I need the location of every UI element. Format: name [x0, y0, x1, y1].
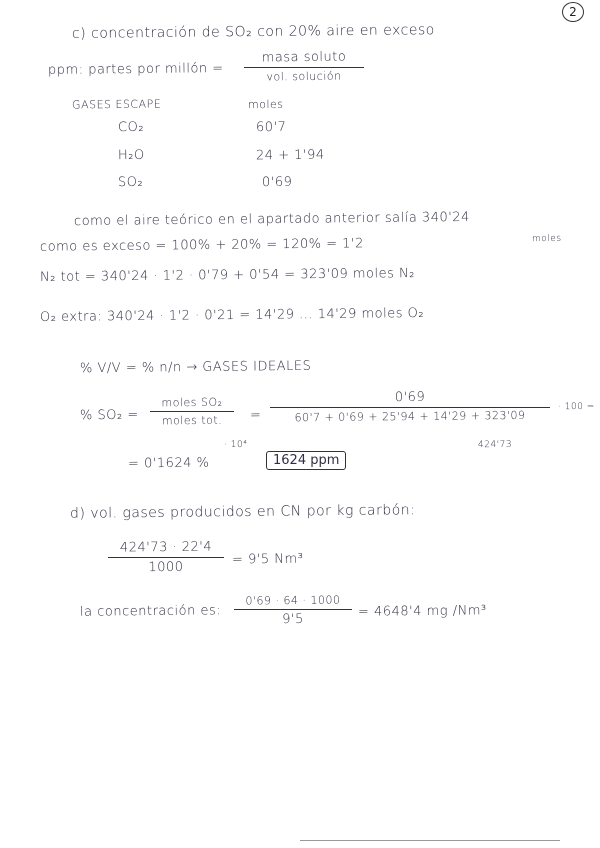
ppm-denominator: vol. solución	[266, 69, 342, 84]
concentration-label: la concentración es:	[79, 603, 222, 620]
text-line-1: como el aire teórico en el apartado anterior salía 340'24	[73, 209, 470, 230]
fraction-bar	[244, 67, 364, 68]
concentration-numerator: 0'69 · 64 · 1000	[245, 593, 341, 608]
text-line-3: N₂ tot = 340'24 · 1'2 · 0'79 + 0'54 = 323'09 moles N₂	[39, 266, 416, 285]
gas-value-co2: 60'7	[255, 119, 287, 136]
concentration-fraction	[234, 594, 352, 627]
gas-name-h2o: H₂O	[117, 147, 145, 164]
percent-under: 424'73	[477, 439, 513, 451]
gases-header-left: GASES ESCAPE	[71, 97, 162, 112]
percent-f1-denominator: moles tot.	[161, 413, 223, 428]
percent-result: = 0'1624 %	[127, 455, 210, 472]
text-line-5: % V/V = % n/n → GASES IDEALES	[79, 358, 312, 377]
percent-f2-numerator: 0'69	[394, 389, 426, 406]
scan-edge-line	[300, 840, 560, 841]
text-line-1-note: moles	[531, 233, 562, 245]
text-line-2: como es exceso = 100% + 20% = 120% = 1'2	[39, 236, 364, 255]
volume-denominator: 1000	[148, 559, 184, 576]
percent-equals: =	[249, 407, 262, 424]
percent-side: · 100 =	[557, 401, 595, 413]
ppm-label: ppm: partes por millón =	[47, 61, 224, 78]
gases-header-right: moles	[247, 97, 284, 112]
percent-fraction-1	[150, 396, 234, 427]
section-d-heading: d) vol. gases producidos en CN por kg carbón:	[69, 502, 416, 522]
percent-f1-numerator: moles SO₂	[161, 395, 223, 410]
percent-label: % SO₂ =	[79, 407, 139, 424]
page-number: 2	[562, 2, 584, 22]
concentration-denominator: 9'5	[282, 611, 304, 628]
ppm-result-box: 1624 ppm	[266, 451, 346, 470]
fraction-bar	[150, 411, 234, 412]
percent-f2-denominator: 60'7 + 0'69 + 25'94 + 14'29 + 323'09	[294, 408, 526, 425]
ppm-fraction	[244, 50, 364, 83]
ppm-numerator: masa soluto	[261, 49, 347, 66]
fraction-bar	[270, 407, 550, 408]
volume-result: = 9'5 Nm³	[231, 551, 304, 568]
gas-name-so2: SO₂	[117, 174, 144, 191]
volume-numerator: 424'73 · 22'4	[119, 539, 213, 556]
gas-name-co2: CO₂	[117, 119, 145, 136]
fraction-bar	[234, 609, 352, 610]
percent-fraction-2	[270, 390, 550, 423]
text-line-4: O₂ extra: 340'24 · 1'2 · 0'21 = 14'29 ... 14'29 moles O₂	[39, 305, 425, 326]
fraction-bar	[108, 557, 224, 558]
volume-fraction	[108, 540, 224, 575]
percent-factor: · 10⁴	[223, 439, 248, 451]
gas-value-so2: 0'69	[261, 174, 293, 191]
concentration-result: = 4648'4 mg /Nm³	[357, 603, 487, 620]
gas-value-h2o: 24 + 1'94	[255, 147, 325, 164]
section-c-heading: c) concentración de SO₂ con 20% aire en exceso	[71, 22, 435, 42]
